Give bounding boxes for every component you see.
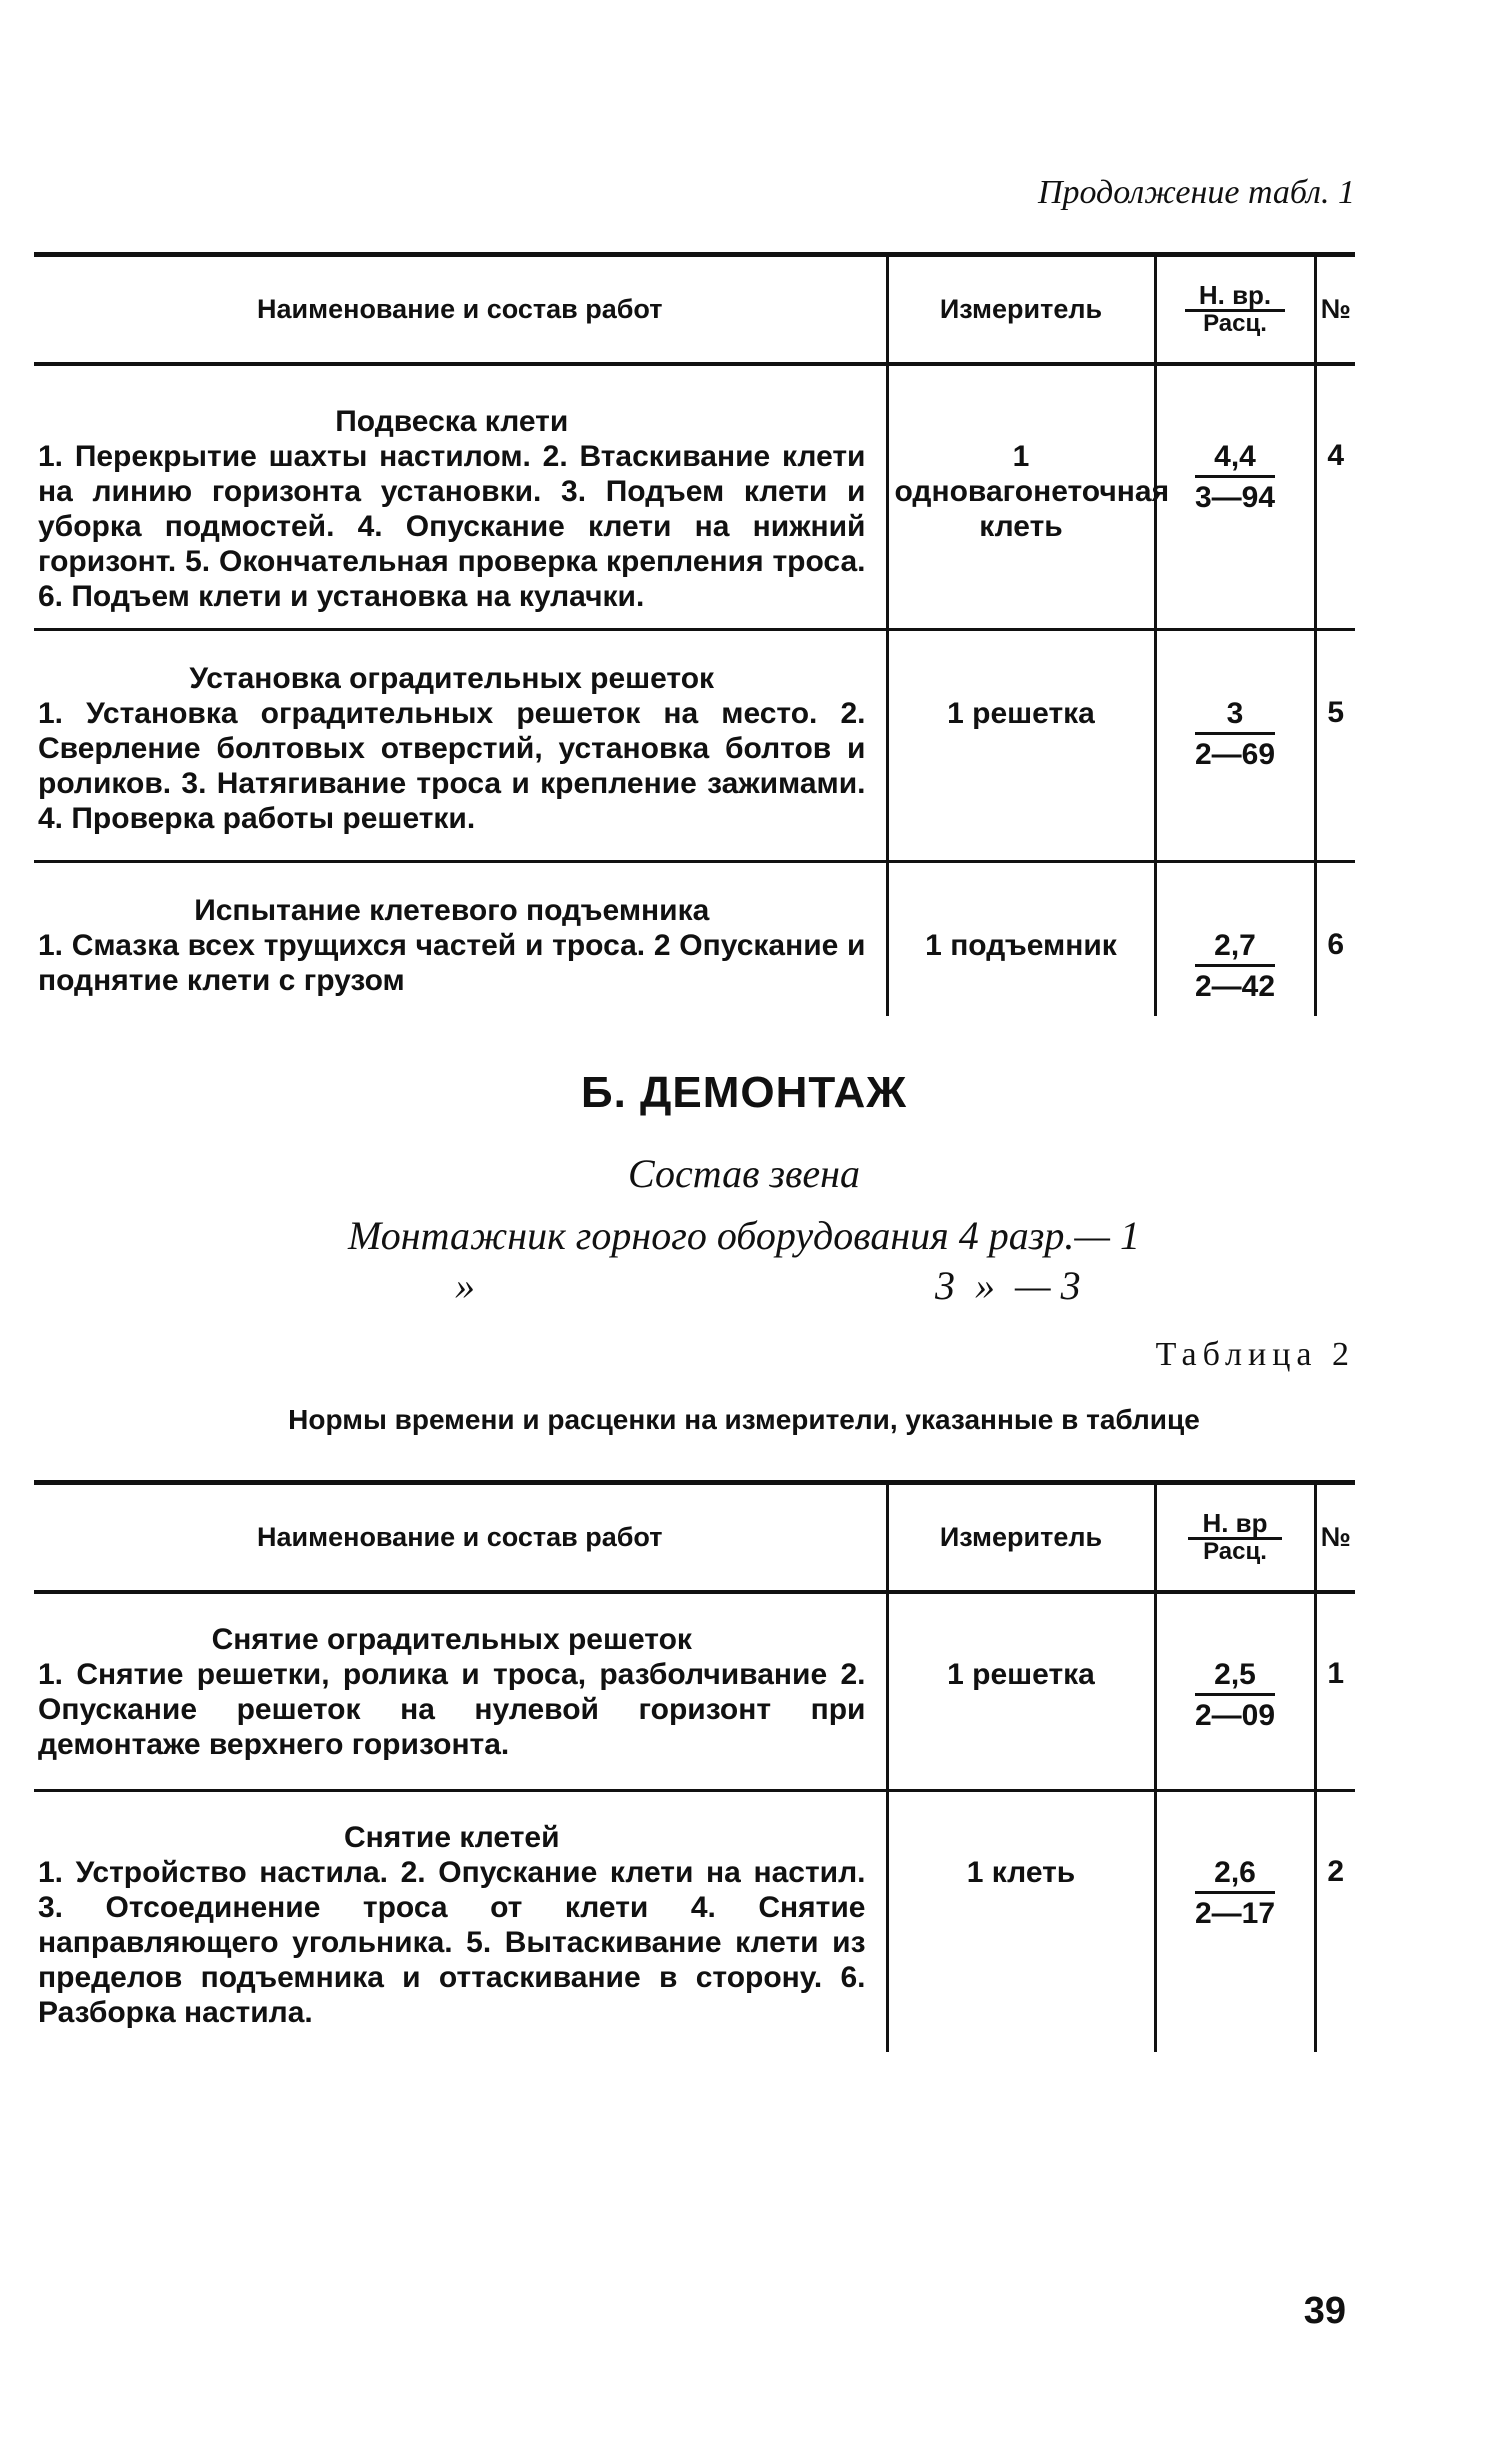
work-description: 1. Перекрытие шахты настилом. 2. Втаскивание клети на линию горизонта установки. 3. Подъем клети и уборка подмостей. 4. Опускание клети на нижний горизонт. 5. Окончательная проверка крепления троса. 6. Подъем клети и установка на кулачки. xyxy=(38,440,866,613)
table-header xyxy=(34,1483,1355,1593)
table-2-label: Таблица 2 xyxy=(1155,1336,1355,1373)
norms-table-1 xyxy=(34,252,1355,1016)
table-header xyxy=(34,255,1355,365)
work-title: Испытание клетевого подъемника xyxy=(194,893,710,927)
norm-rate-fraction: $\frac{4,4}{3—94}$ xyxy=(1194,440,1276,514)
header-norm: Н. вр. Расц. xyxy=(1155,255,1315,365)
work-title: Снятие оградительных решеток xyxy=(211,1623,692,1656)
row-number: 2 xyxy=(1327,1854,1345,1888)
norm-rate-fraction: $\frac{2,7}{2—42}$ xyxy=(1194,928,1276,1003)
work-title: Установка оградительных решеток xyxy=(189,661,715,695)
crew-line-2-ditto: » xyxy=(455,1263,475,1308)
crew-line-2: 3 » — 3 xyxy=(935,1263,1081,1308)
header-number: № xyxy=(1315,255,1355,365)
norm-rate-fraction: $\frac{2,5}{2—09}$ xyxy=(1194,1658,1276,1732)
table-row xyxy=(34,629,1355,861)
row-number: 6 xyxy=(1327,927,1345,961)
header-norm: Н. вр Расц. xyxy=(1155,1483,1315,1593)
measure-cell: 1 одновагонеточная клеть xyxy=(894,440,1170,543)
row-number: 5 xyxy=(1327,695,1345,729)
header-number: № xyxy=(1315,1483,1355,1593)
work-description: 1. Установка оградительных решеток на место. 2. Сверление болтовых отверстий, установка болтов и роликов. 3. Натягивание троса и крепление зажимами. 4. Проверка работы решетки. xyxy=(38,696,866,835)
measure-cell: 1 подъемник xyxy=(925,928,1117,962)
crew-line-1: Монтажник горного оборудования 4 разр.— 1 xyxy=(348,1213,1140,1258)
row-number: 4 xyxy=(1327,439,1345,472)
measure-cell: 1 решетка xyxy=(947,696,1095,730)
table-row xyxy=(34,1592,1355,1790)
section-title: Б. ДЕМОНТАЖ xyxy=(580,1068,908,1117)
header-work: Наименование и состав работ xyxy=(34,255,887,365)
table-row xyxy=(34,1790,1355,2052)
work-title: Подвеска клети xyxy=(335,405,569,438)
table-2-caption: Нормы времени и расценки на измерители, указанные в таблице xyxy=(288,1404,1200,1435)
work-title: Снятие клетей xyxy=(343,1820,560,1854)
header-measure: Измеритель xyxy=(887,1483,1155,1593)
work-description: 1. Смазка всех трущихся частей и троса. 2 Опускание и поднятие клети с грузом xyxy=(38,928,866,997)
page-number: 39 xyxy=(1303,2290,1346,2332)
work-description: 1. Снятие решетки, ролика и троса, разболчивание 2. Опускание решеток на нулевой горизонт при демонтаже верхнего горизонта. xyxy=(38,1658,866,1761)
table-row xyxy=(34,861,1355,1016)
continuation-label: Продолжение табл. 1 xyxy=(1037,174,1355,211)
table-row xyxy=(34,364,1355,629)
row-number: 1 xyxy=(1327,1657,1345,1690)
work-description: 1. Устройство настила. 2. Опускание клети на настил. 3. Отсоединение троса от клети 4. Снятие направляющего угольника. 5. Вытаскивание клети из пределов подъемника и оттаскивание в сторону. 6. Разборка настила. xyxy=(38,1855,866,2029)
norm-rate-fraction: $\frac{3}{2—69}$ xyxy=(1194,696,1276,771)
measure-cell: 1 решетка xyxy=(947,1658,1095,1691)
header-work: Наименование и состав работ xyxy=(34,1483,887,1593)
norms-table-2 xyxy=(34,1480,1355,2052)
crew-title: Состав звена xyxy=(627,1151,860,1196)
measure-cell: 1 клеть xyxy=(966,1855,1076,1889)
norm-rate-fraction: $\frac{2,6}{2—17}$ xyxy=(1194,1855,1276,1930)
header-measure: Измеритель xyxy=(887,255,1155,365)
